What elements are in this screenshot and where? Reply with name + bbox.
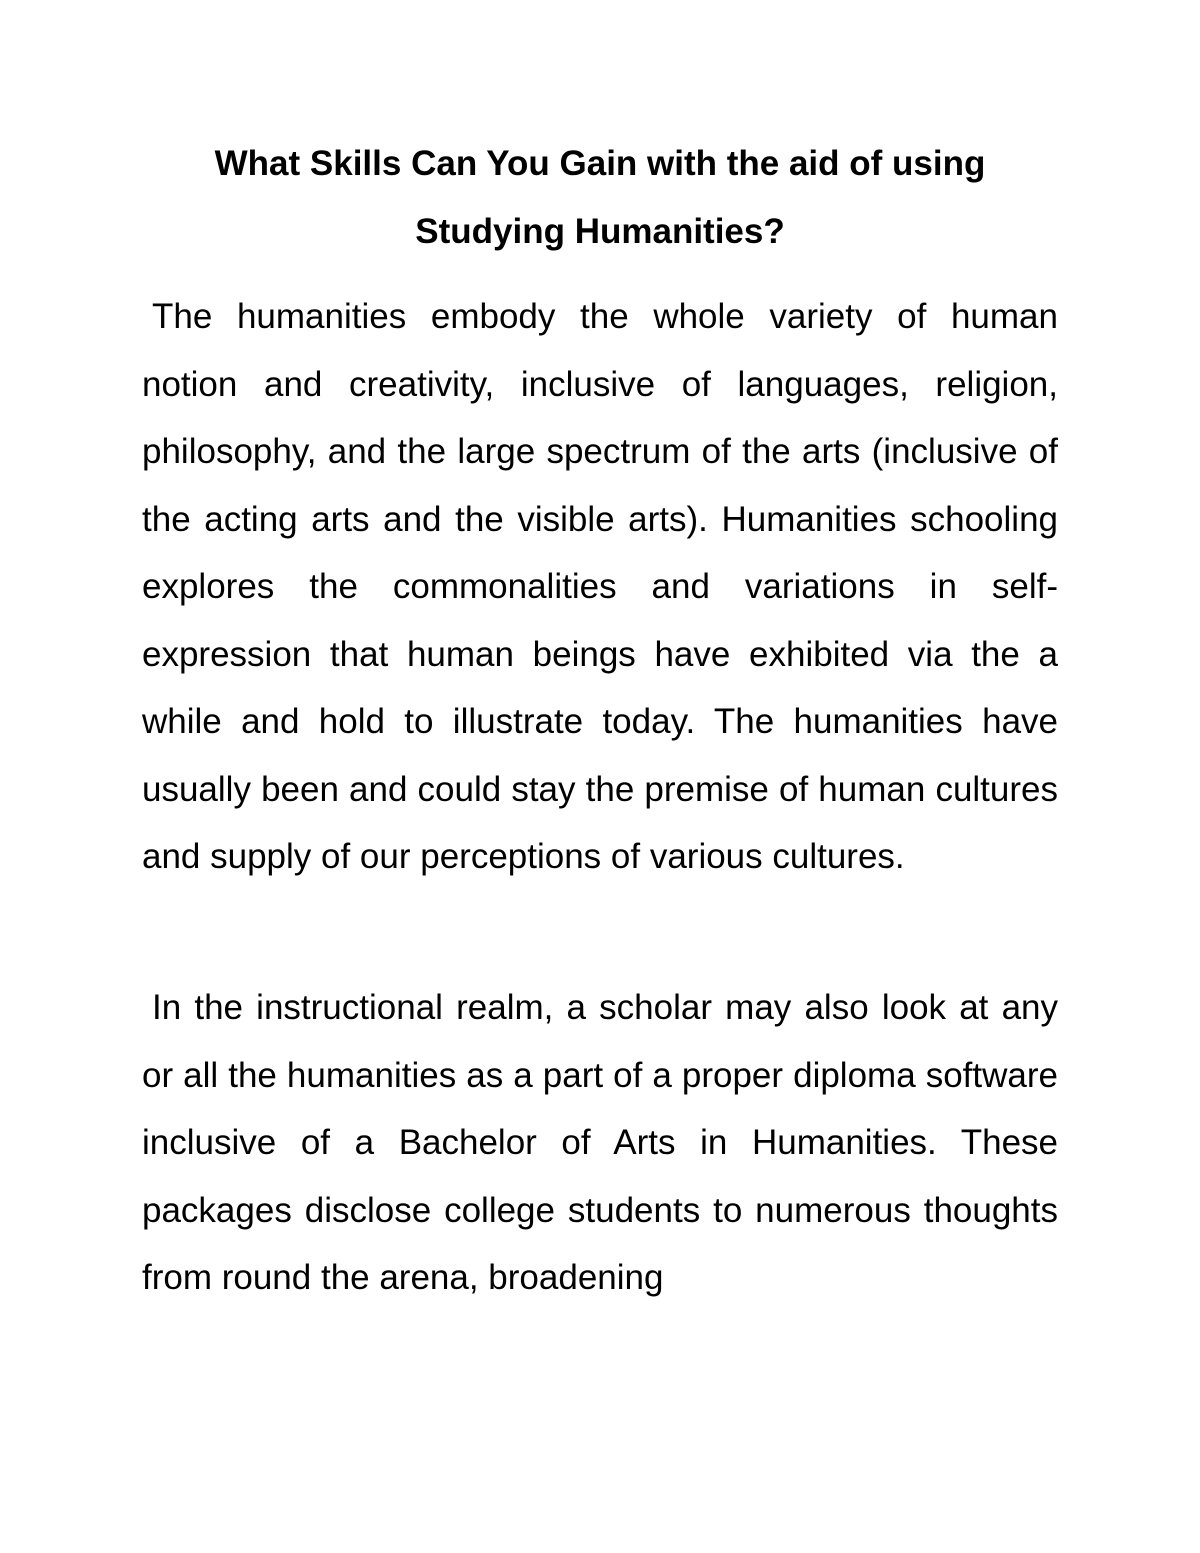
paragraph-1 [142, 283, 1058, 891]
paragraph-1-text: The humanities embody the whole variety of human notion and creativity, inclusive of languages, religion, philosophy, and the large spectrum of the arts (inclusive of the acting arts and the visible arts). Humanities schooling explores the commonalities and variations in self-expression that human beings have exhibited via the a while and hold to illustrate today. The humanities have usually been and could stay the premise of human cultures and supply of our perceptions of various cultures. [142, 297, 1058, 876]
document-title: What Skills Can You Gain with the aid of using Studying Humanities? [214, 144, 986, 251]
paragraph-2 [142, 974, 1058, 1312]
paragraph-2-text: In the instructional realm, a scholar may also look at any or all the humanities as a part of a proper diploma software inclusive of a Bachelor of Arts in Humanities. These packages disclose college students to numerous thoughts from round the arena, broadening [142, 988, 1058, 1297]
